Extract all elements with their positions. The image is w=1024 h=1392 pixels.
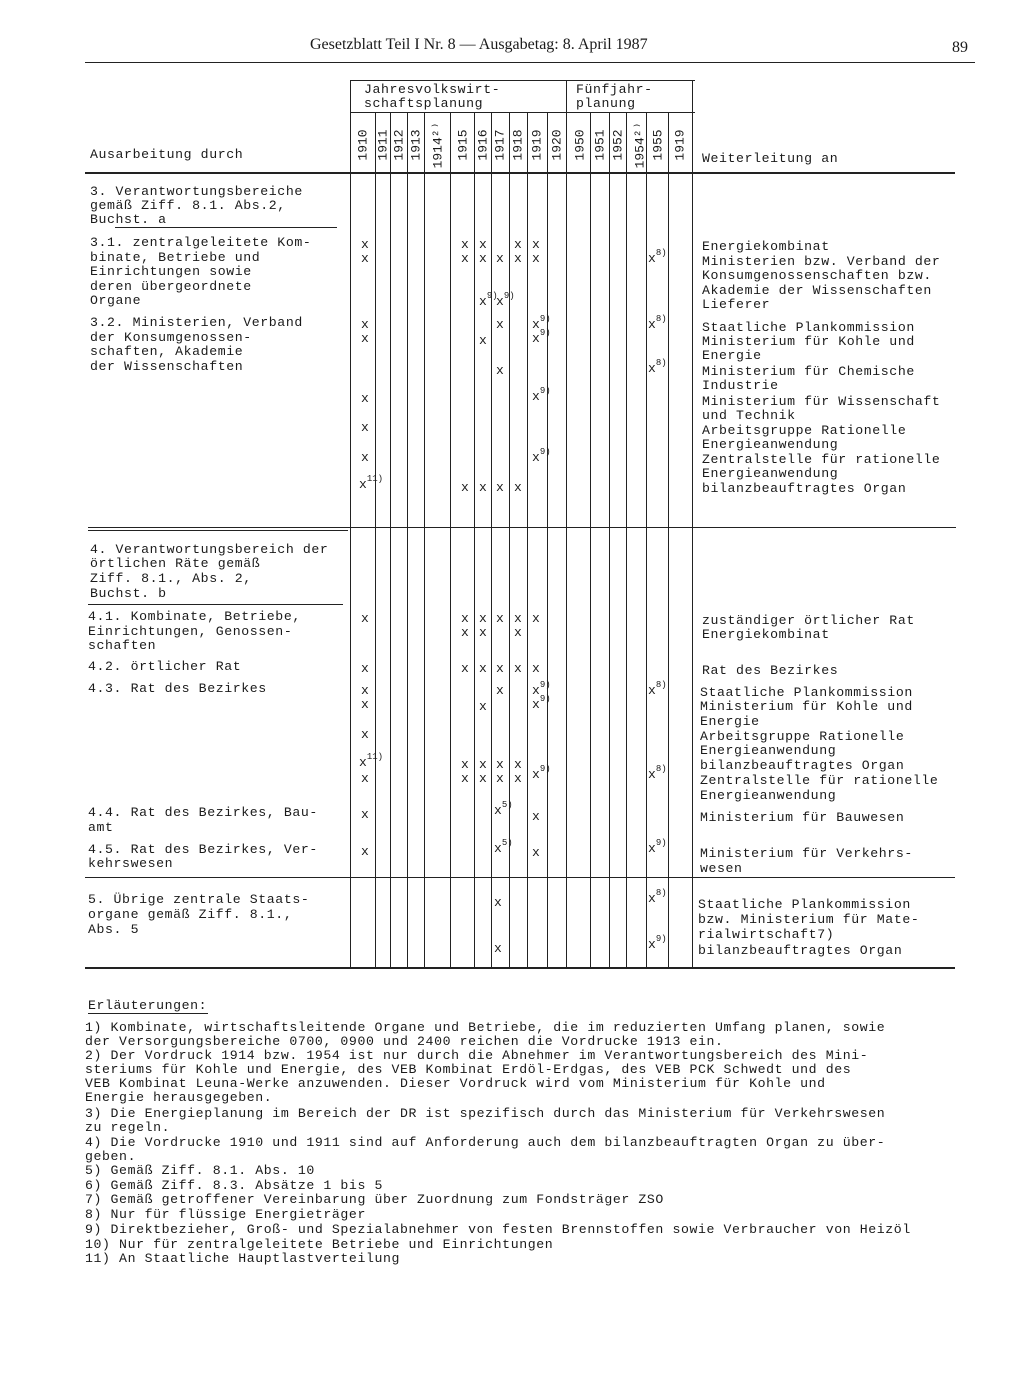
group-header-jahresplanung-1: Jahresvolkswirt- <box>364 82 501 97</box>
x-mark: x <box>532 237 540 252</box>
year-header: 1910 <box>355 129 371 161</box>
x-mark-footnote: $x^{9)}$ <box>532 680 551 698</box>
column-rule <box>390 112 391 967</box>
right-32-line: Industrie <box>702 378 779 393</box>
note-line: 7) Gemäß getroffener Vereinbarung über Zuordnung zum Fondsträger ZSO <box>85 1192 664 1207</box>
x-mark: x <box>496 251 504 266</box>
column-rule <box>474 112 475 967</box>
x-mark: x <box>514 771 522 786</box>
column-rule <box>626 112 627 967</box>
column-rule <box>668 112 669 967</box>
year-header: 1911 <box>375 129 391 161</box>
x-mark: x <box>461 611 469 626</box>
x-mark: x <box>514 757 522 772</box>
left-42-line: 4.2. örtlicher Rat <box>88 659 242 674</box>
x-mark: x <box>514 237 522 252</box>
col-header-ausarbeitung: Ausarbeitung durch <box>90 147 244 162</box>
x-mark-footnote: $x^{11)}$ <box>359 752 384 770</box>
left-45-line: kehrswesen <box>88 856 174 871</box>
note-line: 11) An Staatliche Hauptlastverteilung <box>85 1251 401 1266</box>
left-5-line: Abs. 5 <box>88 922 140 937</box>
right-32-line: Energieanwendung <box>702 437 839 452</box>
right-32-line: Ministerium für Chemische <box>702 364 915 379</box>
x-mark: x <box>361 683 369 698</box>
x-mark-footnote: $x^{8)}$ <box>648 314 667 332</box>
x-mark: x <box>532 845 540 860</box>
x-mark: x <box>361 251 369 266</box>
x-mark: x <box>361 420 369 435</box>
section-divider-rule-2 <box>88 530 348 531</box>
x-mark: x <box>361 661 369 676</box>
column-rule <box>450 112 451 967</box>
x-mark-footnote: $x^{9)}$ <box>496 291 515 309</box>
right-43-line: Ministerium für Kohle und <box>700 699 913 714</box>
x-mark: x <box>461 237 469 252</box>
right-42-line: Rat des Bezirkes <box>702 663 839 678</box>
right-43-line: Energieanwendung <box>700 743 837 758</box>
x-mark-footnote: $x^{8)}$ <box>648 680 667 698</box>
notes-heading: Erläuterungen: <box>88 998 208 1013</box>
group-header-fuenfjahr-1: Fünfjahr- <box>576 82 653 97</box>
right-32-line: Staatliche Plankommission <box>702 320 915 335</box>
x-mark: x <box>532 611 540 626</box>
col-header-weiterleitung: Weiterleitung an <box>702 151 839 166</box>
x-mark-footnote: $x^{8)}$ <box>648 248 667 266</box>
right-31-line: Ministerien bzw. Verband der <box>702 254 941 269</box>
note-line: 3) Die Energieplanung im Bereich der DR ist spezifisch durch das Ministerium für Verkehrswesen <box>85 1106 886 1121</box>
x-mark: x <box>461 251 469 266</box>
x-mark: x <box>496 363 504 378</box>
page-number: 89 <box>952 39 968 56</box>
column-rule <box>491 112 492 967</box>
left-32-line: 3.2. Ministerien, Verband <box>90 315 303 330</box>
x-mark: x <box>361 807 369 822</box>
right-41-line: Energiekombinat <box>702 627 830 642</box>
note-line: Energie herausgegeben. <box>85 1090 273 1105</box>
x-mark: x <box>361 237 369 252</box>
column-rule <box>407 112 408 967</box>
x-mark: x <box>479 237 487 252</box>
note-line: 6) Gemäß Ziff. 8.3. Absätze 1 bis 5 <box>85 1178 383 1193</box>
x-mark: x <box>461 480 469 495</box>
note-line: 9) Direktbezieher, Groß- und Spezialabnehmer von festen Brennstoffen sowie Verbraucher von Heizöl <box>85 1222 911 1237</box>
x-mark: x <box>461 661 469 676</box>
left-31-line: Einrichtungen sowie <box>90 264 252 279</box>
right-5-line: Staatliche Plankommission <box>698 897 911 912</box>
right-45-line: wesen <box>700 861 743 876</box>
header-rule <box>85 62 975 63</box>
left-5-line: organe gemäß Ziff. 8.1., <box>88 907 293 922</box>
note-line: steriums für Kohle und Energie, des VEB Kombinat Erdöl-Erdgas, des VEB PCK Schwedt und des <box>85 1062 852 1077</box>
x-mark: x <box>514 625 522 640</box>
notes-heading-underline <box>88 1013 208 1014</box>
note-line: 4) Die Vordrucke 1910 und 1911 sind auf Anforderung auch dem bilanzbeauftragten Organ zu über- <box>85 1135 886 1150</box>
right-43-line: Arbeitsgruppe Rationelle <box>700 729 905 744</box>
x-mark: x <box>479 611 487 626</box>
right-31-line: Konsumgenossenschaften bzw. <box>702 268 932 283</box>
right-32-line: bilanzbeauftragtes Organ <box>702 481 907 496</box>
column-rule <box>547 112 548 967</box>
x-mark: x <box>361 450 369 465</box>
table-bottom-rule <box>85 967 955 969</box>
section5-top-rule <box>85 877 955 878</box>
year-header: 1916 <box>475 129 491 161</box>
x-mark: x <box>479 757 487 772</box>
x-mark: x <box>532 661 540 676</box>
right-32-line: Ministerium für Wissenschaft <box>702 394 941 409</box>
year-header: 1914²⁾ <box>430 121 446 169</box>
x-mark: x <box>479 625 487 640</box>
x-mark-footnote: $x^{9)}$ <box>532 386 551 404</box>
note-line: zu regeln. <box>85 1120 171 1135</box>
x-mark-footnote: $x^{11)}$ <box>359 474 384 492</box>
column-rule <box>609 112 610 967</box>
left-44-line: 4.4. Rat des Bezirkes, Bau- <box>88 805 318 820</box>
group-header-fuenfjahr-2: planung <box>576 96 636 111</box>
left-4-line: Buchst. b <box>90 586 167 601</box>
right-43-line: Staatliche Plankommission <box>700 685 913 700</box>
column-rule-left <box>350 80 351 967</box>
x-mark: x <box>361 727 369 742</box>
x-mark-footnote: $x^{8)}$ <box>648 764 667 782</box>
note-line: 10) Nur für zentralgeleitete Betriebe und Einrichtungen <box>85 1237 554 1252</box>
left-3-line: gemäß Ziff. 8.1. Abs.2, <box>90 198 286 213</box>
x-mark: x <box>496 661 504 676</box>
page-header-title: Gesetzblatt Teil I Nr. 8 — Ausgabetag: 8. April 1987 <box>310 36 648 53</box>
year-header: 1952 <box>610 129 626 161</box>
year-header: 1955 <box>650 129 666 161</box>
column-rule <box>590 112 591 967</box>
x-mark: x <box>479 661 487 676</box>
x-mark-footnote: $x^{9)}$ <box>532 447 551 465</box>
group-subheader-rule <box>350 112 695 113</box>
year-header: 1918 <box>510 129 526 161</box>
x-mark: x <box>514 251 522 266</box>
right-32-line: und Technik <box>702 408 796 423</box>
column-rule <box>375 112 376 967</box>
left-4-line: örtlichen Räte gemäß <box>90 556 261 571</box>
section-divider-rule <box>88 527 956 528</box>
left-45-line: 4.5. Rat des Bezirkes, Ver- <box>88 842 318 857</box>
left-31-line: 3.1. zentralgeleitete Kom- <box>90 235 312 250</box>
x-mark: x <box>496 757 504 772</box>
year-header: 1950 <box>572 129 588 161</box>
x-mark: x <box>479 480 487 495</box>
x-mark: x <box>361 391 369 406</box>
left-31-line: deren übergeordnete <box>90 279 252 294</box>
right-31-line: Lieferer <box>702 297 771 312</box>
x-mark: x <box>494 895 502 910</box>
x-mark-footnote: $x^{5)}$ <box>494 838 513 856</box>
x-mark: x <box>361 771 369 786</box>
right-45-line: Ministerium für Verkehrs- <box>700 846 913 861</box>
column-rule <box>424 112 425 967</box>
year-header: 1920 <box>549 129 565 161</box>
year-header: 1951 <box>592 129 608 161</box>
x-mark: x <box>496 611 504 626</box>
x-mark-footnote: $x^{8)}$ <box>648 358 667 376</box>
column-rule <box>527 112 528 967</box>
left-32-line: schaften, Akademie <box>90 344 244 359</box>
x-mark-footnote: $x^{5)}$ <box>494 800 513 818</box>
x-mark: x <box>361 844 369 859</box>
right-31-line: Akademie der Wissenschaften <box>702 283 932 298</box>
group-header-jahresplanung-2: schaftsplanung <box>364 96 484 111</box>
year-header: 1912 <box>391 129 407 161</box>
left-31-line: binate, Betriebe und <box>90 250 261 265</box>
x-mark: x <box>361 697 369 712</box>
year-header: 1919 <box>529 129 545 161</box>
column-group-rule <box>566 80 567 967</box>
right-31-line: Energiekombinat <box>702 239 830 254</box>
right-32-line: Energie <box>702 348 762 363</box>
x-mark: x <box>479 251 487 266</box>
x-mark: x <box>514 480 522 495</box>
right-44-line: Ministerium für Bauwesen <box>700 810 905 825</box>
x-mark: x <box>361 317 369 332</box>
x-mark: x <box>496 480 504 495</box>
right-5-line: bzw. Ministerium für Mate- <box>698 912 920 927</box>
table-top-rule <box>350 80 695 81</box>
x-mark: x <box>496 317 504 332</box>
x-mark: x <box>532 251 540 266</box>
left-3-line: Buchst. a <box>90 212 167 227</box>
right-41-line: zuständiger örtlicher Rat <box>702 613 915 628</box>
right-5-line: rialwirtschaft7) <box>698 927 835 942</box>
x-mark-footnote: $x^{9)}$ <box>532 764 551 782</box>
note-line: 1) Kombinate, wirtschaftsleitende Organe und Betriebe, die im reduzierten Umfang planen, sowie <box>85 1020 886 1035</box>
column-rule <box>646 112 647 967</box>
right-43-line: Energieanwendung <box>700 788 837 803</box>
section3-underline <box>115 227 337 228</box>
left-4-line: 4. Verantwortungsbereich der <box>90 542 329 557</box>
year-header: 1919 <box>672 129 688 161</box>
right-32-line: Zentralstelle für rationelle <box>702 452 941 467</box>
x-mark-footnote: $x^{9)}$ <box>532 328 551 346</box>
x-mark: x <box>496 771 504 786</box>
x-mark-footnote: $x^{9)}$ <box>648 838 667 856</box>
x-mark: x <box>461 757 469 772</box>
x-mark: x <box>479 699 487 714</box>
right-5-line: bilanzbeauftragtes Organ <box>698 943 903 958</box>
x-mark: x <box>461 771 469 786</box>
x-mark: x <box>361 611 369 626</box>
year-header: 1954²⁾ <box>632 121 648 169</box>
left-5-line: 5. Übrige zentrale Staats- <box>88 892 310 907</box>
note-line: VEB Kombinat Leuna-Werke anzuwenden. Dieser Vordruck wird vom Ministerium für Kohle und <box>85 1076 826 1091</box>
x-mark: x <box>479 771 487 786</box>
left-3-line: 3. Verantwortungsbereiche <box>90 184 303 199</box>
right-43-line: Energie <box>700 714 760 729</box>
right-32-line: Energieanwendung <box>702 466 839 481</box>
x-mark-footnote: $x^{9)}$ <box>532 694 551 712</box>
note-line: 8) Nur für flüssige Energieträger <box>85 1207 366 1222</box>
note-line: 2) Der Vordruck 1914 bzw. 1954 ist nur durch die Abnehmer im Verantwortungsbereich des Mini- <box>85 1048 869 1063</box>
right-32-line: Ministerium für Kohle und <box>702 334 915 349</box>
left-32-line: der Wissenschaften <box>90 359 244 374</box>
note-line: der Versorgungsbereiche 0700, 0900 und 2400 reichen die Vordrucke 1913 ein. <box>85 1034 724 1049</box>
x-mark: x <box>532 809 540 824</box>
x-mark: x <box>514 611 522 626</box>
x-mark-footnote: $x^{9)}$ <box>648 934 667 952</box>
note-line: 5) Gemäß Ziff. 8.1. Abs. 10 <box>85 1163 315 1178</box>
x-mark: x <box>361 331 369 346</box>
column-rule-right <box>692 80 693 967</box>
x-mark: x <box>479 333 487 348</box>
year-header: 1917 <box>492 129 508 161</box>
right-32-line: Arbeitsgruppe Rationelle <box>702 423 907 438</box>
x-mark: x <box>461 625 469 640</box>
note-line: geben. <box>85 1149 137 1164</box>
left-4-line: Ziff. 8.1., Abs. 2, <box>90 571 252 586</box>
left-41-line: Einrichtungen, Genossen- <box>88 624 293 639</box>
left-32-line: der Konsumgenossen- <box>90 330 252 345</box>
left-44-line: amt <box>88 820 114 835</box>
x-mark-footnote: $x^{9)}$ <box>532 314 551 332</box>
right-43-line: bilanzbeauftragtes Organ <box>700 758 905 773</box>
left-31-line: Organe <box>90 293 142 308</box>
x-mark: x <box>514 661 522 676</box>
year-header: 1915 <box>455 129 471 161</box>
x-mark: x <box>494 941 502 956</box>
section4-underline <box>88 604 343 605</box>
x-mark: x <box>496 683 504 698</box>
x-mark-footnote: $x^{9)}$ <box>479 291 498 309</box>
left-41-line: 4.1. Kombinate, Betriebe, <box>88 609 301 624</box>
table-header-bottom-rule <box>85 172 955 174</box>
year-header: 1913 <box>408 129 424 161</box>
left-43-line: 4.3. Rat des Bezirkes <box>88 681 267 696</box>
left-41-line: schaften <box>88 638 157 653</box>
right-43-line: Zentralstelle für rationelle <box>700 773 939 788</box>
x-mark-footnote: $x^{8)}$ <box>648 888 667 906</box>
